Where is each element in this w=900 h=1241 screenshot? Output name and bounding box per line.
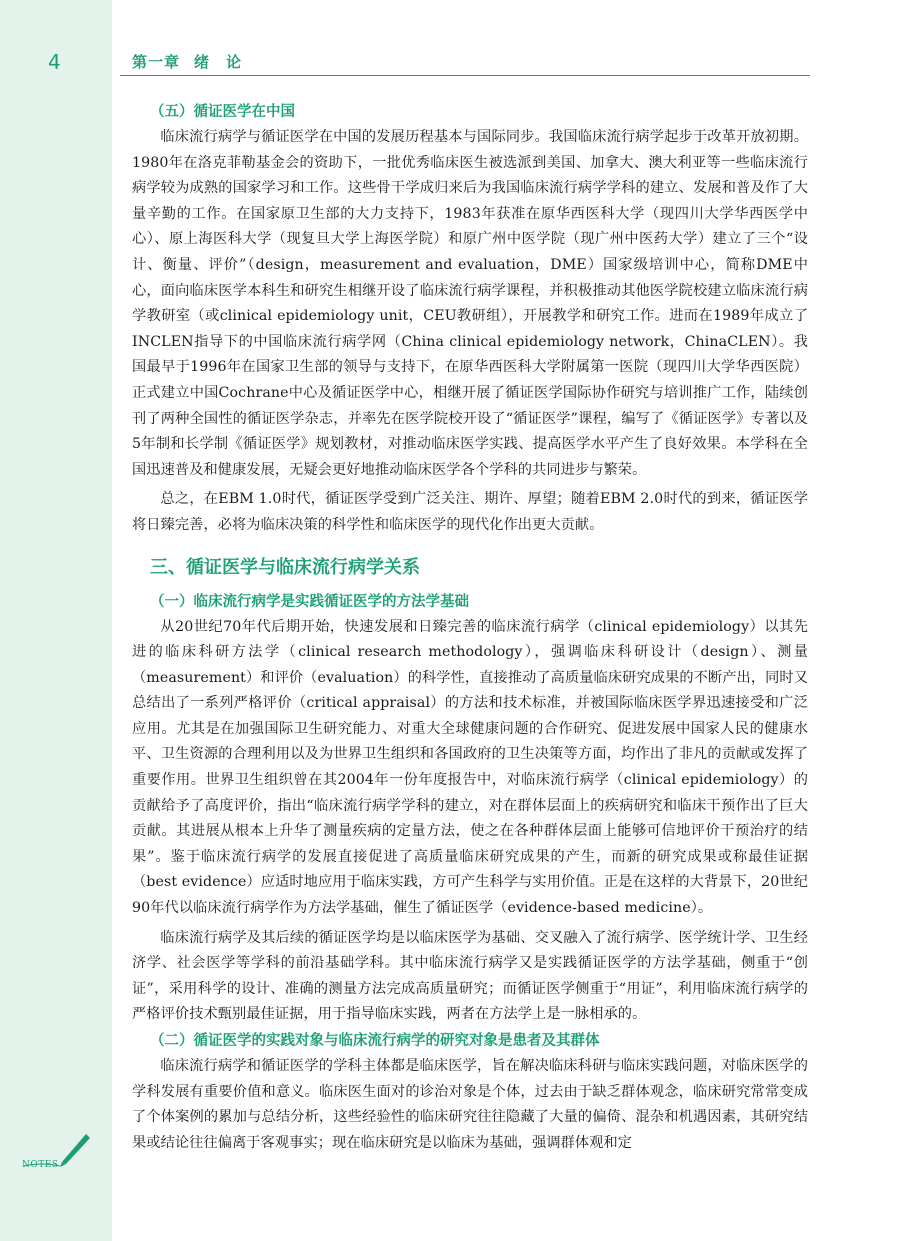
chapter-header <box>132 51 242 72</box>
subsection-title-5: （五）循证医学在中国 <box>150 104 295 120</box>
header-rule <box>120 75 810 76</box>
paragraph: 总之，在EBM 1.0时代，循证医学受到广泛关注、期许、厚望；随着EBM 2.0时代的到来，循证医学将日臻完善，必将为临床决策的科学性和临床医学的现代化作出更大贡献。 <box>132 491 808 533</box>
paragraph: 临床流行病学和循证医学的学科主体都是临床医学，旨在解决临床科研与临床实践问题，对临床医学的学科发展有重要价值和意义。临床医生面对的诊治对象是个体，过去由于缺乏群体观念，临床研究常常变成了个体案例的累加与总结分析，这些经验性的临床研究往往隐藏了大量的偏倚、混杂和机遇因素，其研究结果或结论往往偏离于客观事实；现在临床研究是以临床为基础，强调群体观和定 <box>132 1058 808 1151</box>
paragraph: 从20世纪70年代后期开始，快速发展和日臻完善的临床流行病学（clinical epidemiology）以其先进的临床科研方法学（clinical research methodology），强调临床科研设计（design）、测量（measurement）和评价（evaluation）的科学性，直接推动了高质量临床研究成果的不断产出，同时又总结出了一系列严格评价（critical appraisal）的方法和技术标准，并被国际临床医学界迅速接受和广泛应用。尤其是在加强国际卫生研究能力、对重大全球健康问题的合作研究、促进发展中国家人民的健康水平、卫生资源的合理利用以及为世界卫生组织和各国政府的卫生决策等方面，均作出了非凡的贡献或发挥了重要作用。世界卫生组织曾在其2004年一份年度报告中，对临床流行病学（clinical epidemiology）的贡献给予了高度评价，指出“临床流行病学学科的建立，对在群体层面上的疾病研究和临床干预作出了巨大贡献。其进展从根本上升华了测量疾病的定量方法，使之在各种群体层面上能够可信地评价干预治疗的结果”。鉴于临床流行病学的发展直接促进了高质量临床研究成果的产生，而新的研究成果或称最佳证据（best evidence）应适时地应用于临床实践，方可产生科学与实用价值。正是在这样的大背景下，20世纪90年代以临床流行病学作为方法学基础，催生了循证医学（evidence-based medicine）。 <box>132 618 808 917</box>
subsection-title-1: （一）临床流行病学是实践循证医学的方法学基础 <box>150 593 469 610</box>
section-title-3: 三、循证医学与临床流行病学关系 <box>150 556 420 578</box>
page-body <box>132 99 808 1156</box>
paragraph: 临床流行病学与循证医学在中国的发展历程基本与国际同步。我国临床流行病学起步于改革开放初期。1980年在洛克菲勒基金会的资助下，一批优秀临床医生被选派到美国、加拿大、澳大利亚等一些临床流行病学较为成熟的国家学习和工作。这些骨干学成归来后为我国临床流行病学学科的建立、发展和普及作了大量辛勤的工作。在国家原卫生部的大力支持下，1983年获准在原华西医科大学（现四川大学华西医学中心）、原上海医科大学（现复旦大学上海医学院）和原广州中医学院（现广州中医药大学）建立了三个“设计、衡量、评价”（design，measurement and evaluation，DME）国家级培训中心，简称DME中心，面向临床医学本科生和研究生相继开设了临床流行病学课程，并积极推动其他医学院校建立临床流行病学教研室（或clinical epidemiology unit，CEU教研组），开展教学和研究工作。进而在1989年成立了INCLEN指导下的中国临床流行病学网（China clinical epidemiology network，ChinaCLEN）。我国最早于1996年在国家卫生部的领导与支持下，在原华西医科大学附属第一医院（现四川大学华西医院）正式建立中国Cochrane中心及循证医学中心，相继开展了循证医学国际协作研究与培训推广工作，陆续创刊了两种全国性的循证医学杂志，并率先在医学院校开设了“循证医学”课程，编写了《循证医学》专著以及5年制和长学制《循证医学》规划教材，对推动临床医学实践、提高医学水平产生了良好效果。本学科在全国迅速普及和健康发展，无疑会更好地推动临床医学各个学科的共同进步与繁荣。 <box>132 129 808 478</box>
notes-logo <box>22 1128 92 1178</box>
subsection-title-2: （二）循证医学的实践对象与临床流行病学的研究对象是患者及其群体 <box>150 1033 600 1049</box>
chapter-name: 绪 论 <box>194 53 243 71</box>
paragraph: 临床流行病学及其后续的循证医学均是以临床医学为基础、交叉融入了流行病学、医学统计学、卫生经济学、社会医学等学科的前沿基础学科。其中临床流行病学又是实践循证医学的方法学基础，侧重于“创证”，采用科学的设计、准确的测量方法完成高质量研究；而循证医学侧重于“用证”，利用临床流行病学的严格评价技术甄别最佳证据，用于指导临床实践，两者在方法学上是一脉相承的。 <box>132 929 808 1023</box>
margin-sidebar <box>0 0 112 1241</box>
page-number: 4 <box>48 50 61 74</box>
notes-label: NOTES <box>22 1160 59 1170</box>
chapter-label: 第一章 <box>132 53 181 71</box>
